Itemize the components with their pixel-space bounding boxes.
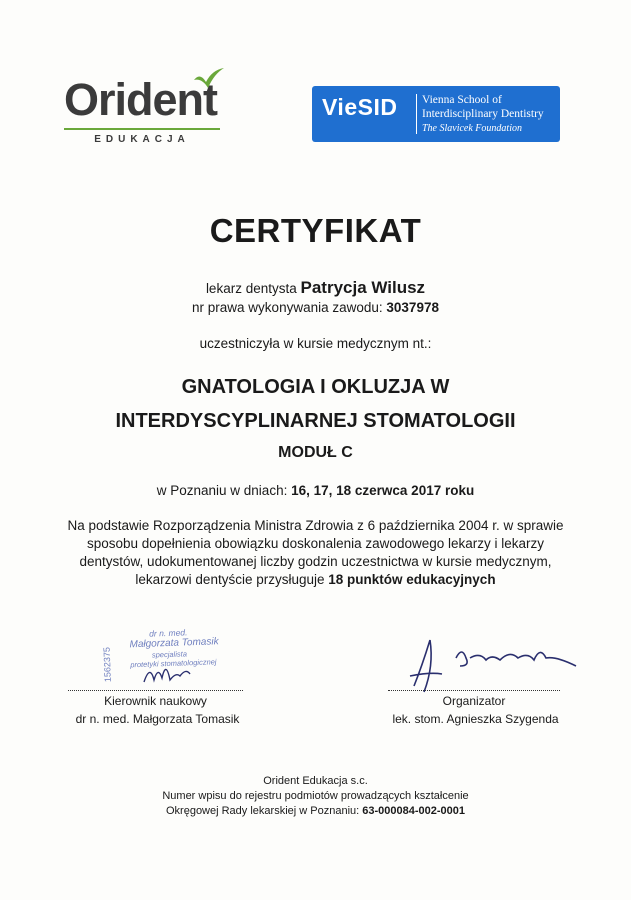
right-signature [400,636,580,696]
course-module: MODUŁ C [278,444,353,461]
orident-underline [64,128,220,130]
certificate-title: CERTYFIKAT [209,212,422,249]
left-signature [140,656,200,690]
right-signer-name: lek. stom. Agnieszka Szygenda [392,712,559,726]
course-title-line-2: INTERDYSCYPLINARNEJ STOMATOLOGII [115,410,516,432]
license-number: 3037978 [386,300,439,315]
footer-registry-text: Numer wpisu do rejestru podmiotów prowadzących kształcenie [162,790,469,802]
stamp-number: 1562375 [101,646,113,683]
viesid-logo [312,86,560,142]
stamp-line-2: Małgorzata Tomasik [129,636,219,651]
legal-line-4 [0,572,631,587]
legal-line-4-prefix: lekarzowi dentyście przysługuje [135,572,325,587]
leaf-icon [192,66,226,90]
footer-registry-prefix: Okręgowej Rady lekarskiej w Poznaniu: [165,805,360,817]
viesid-line-1: Vienna School of [422,94,502,106]
dates-value: 16, 17, 18 czerwca 2017 roku [291,483,475,498]
stamp-line-4: protetyki stomatologicznej [130,657,217,670]
footer-company: Orident Edukacja s.c. [263,775,368,787]
license-line [0,300,631,315]
stamp-line-1: dr n. med. [148,627,188,639]
viesid-divider [416,94,417,134]
course-title-line-1: GNATOLOGIA I OKLUZJA W [181,376,450,398]
dates-label: w Poznaniu w dniach: [156,483,288,498]
recipient-line [0,278,631,298]
orident-subtitle: EDUKACJA [94,134,190,145]
viesid-line-2: Interdisciplinary Dentistry [422,108,544,120]
left-signature-line [68,690,243,691]
license-label: nr prawa wykonywania zawodu: [192,300,383,315]
legal-line-3: dentystów, udokumentowanej liczby godzin uczestnictwa w kursie medycznym, [79,554,552,569]
profession-prefix: lekarz dentysta [205,281,297,296]
viesid-wordmark: VieSID [322,94,398,120]
footer-registry-number: 63-000084-002-0001 [362,805,466,817]
participation-text: uczestniczyła w kursie medycznym nt.: [199,336,432,351]
legal-line-2: sposobu dopełnienia obowiązku doskonalenia zawodowego lekarzy i lekarzy [86,536,545,551]
left-signer-name: dr n. med. Małgorzata Tomasik [75,712,240,726]
left-signer-role: Kierownik naukowy [104,694,207,708]
right-signer-role: Organizator [442,694,506,708]
viesid-line-3: The Slavicek Foundation [422,123,522,134]
orident-logo [64,70,229,156]
stamp-line-3: specjalista [151,649,188,660]
orident-wordmark: Orident [64,74,218,125]
recipient-name: Patrycja Wilusz [300,278,426,297]
legal-line-1: Na podstawie Rozporządzenia Ministra Zdrowia z 6 października 2004 r. w sprawie [67,518,564,533]
dates-line [0,483,631,498]
right-signature-line [388,690,560,691]
footer-registry-line [0,805,631,817]
education-points: 18 punktów edukacyjnych [328,572,496,587]
